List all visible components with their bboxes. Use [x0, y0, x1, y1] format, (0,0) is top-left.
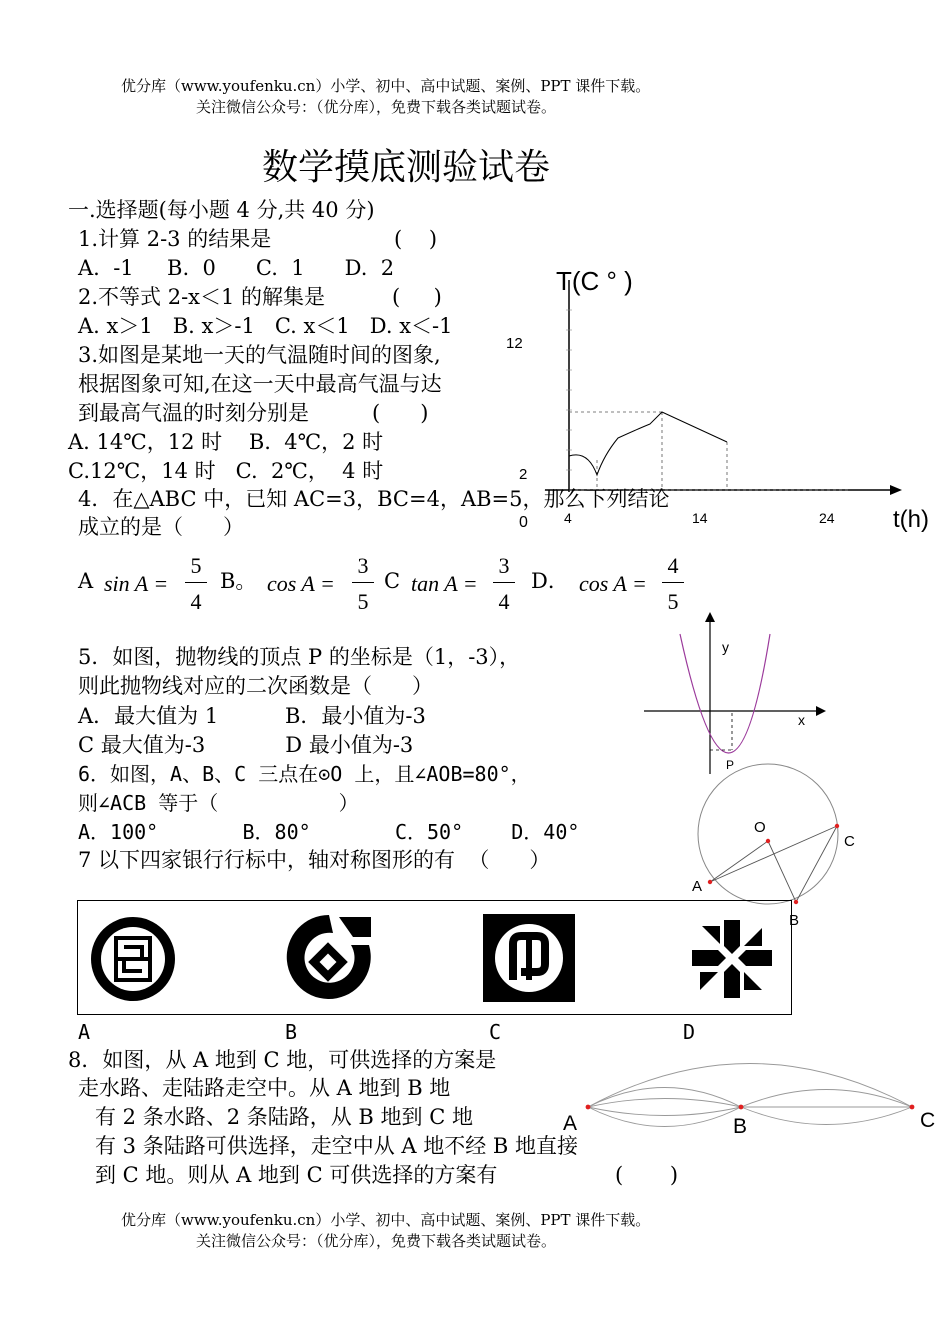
label-o: O: [754, 819, 766, 836]
q3-line-3: 到最高气温的时刻分别是: [78, 401, 309, 425]
route-graph: [560, 1050, 945, 1145]
q4-line-1: 4．在△ABC 中，已知 AC=3，BC=4，AB=5，那么下列结论: [78, 487, 670, 511]
page-title: 数学摸底测验试卷: [262, 147, 551, 188]
fraction-bar: [493, 582, 515, 583]
fraction-bar: [185, 582, 207, 583]
q7-caption-c: C: [489, 1020, 502, 1044]
q3-line-1: 3.如图是某地一天的气温随时间的图象,: [78, 343, 441, 367]
q2-stem: 2.不等式 2-x＜1 的解集是: [78, 285, 326, 309]
q4-option-a-label: A: [78, 569, 94, 593]
label-b: B: [789, 912, 800, 929]
label-c: C: [844, 833, 855, 850]
fraction-denominator: 5: [667, 589, 679, 614]
q1-answer-paren: ( ): [394, 227, 438, 251]
point-b: [794, 900, 798, 904]
temp-x-label: t(h): [893, 506, 929, 533]
fraction-bar: [662, 582, 684, 583]
q8-line-2: 走水路、走陆路走空中。从 A 地到 B 地: [78, 1076, 451, 1100]
q3-options-ab: A. 14℃，12 时 B. 4℃，2 时: [68, 430, 384, 454]
fraction-bar: [352, 582, 374, 583]
parabola-x-label: x: [798, 712, 805, 728]
footer-line-1: 优分库（www.youfenku.cn）小学、初中、高中试题、案例、PPT 课件下载。: [121, 1211, 651, 1229]
point-a: [708, 880, 712, 884]
temp-x-tick-24: 24: [819, 510, 835, 526]
q4-option-b-func: cos A =: [267, 571, 335, 596]
q4-option-b-label: B。: [220, 569, 257, 593]
temp-origin-label: 0: [519, 514, 528, 531]
bank-logo-icbc-icon: [88, 914, 178, 1004]
route-point-a: [586, 1105, 591, 1110]
q1-stem: 1.计算 2-3 的结果是: [78, 227, 272, 251]
q4-line-2: 成立的是（ ）: [78, 515, 245, 539]
q2-options: A. x＞1 B. x＞-1 C. x＜1 D. x＜-1: [78, 314, 453, 338]
fraction-numerator: 4: [667, 553, 679, 578]
q4-option-c-func: tan A =: [411, 571, 478, 596]
q4-option-c-label: C: [384, 569, 401, 593]
bank-logo-ccb-icon: [283, 911, 375, 1003]
q6-line-2: 则∠ACB 等于（ ）: [78, 791, 359, 815]
fraction-numerator: 3: [357, 553, 369, 578]
q4-option-d-label: D．: [531, 569, 569, 593]
temp-x-tick-4: 4: [564, 510, 572, 526]
route-point-c: [910, 1105, 915, 1110]
q8-answer-paren: ( ): [615, 1163, 679, 1187]
q8-line-1: 8．如图，从 A 地到 C 地，可供选择的方案是: [68, 1048, 497, 1072]
temp-y-tick-2: 2: [519, 466, 528, 483]
q5-line-1: 5．如图，抛物线的顶点 P 的坐标是（1，-3），: [78, 645, 521, 669]
bank-logo-boc-icon: [688, 916, 776, 1001]
q6-options: A．100° B．80° C．50° D．40°: [78, 820, 580, 844]
air-route: [588, 1064, 912, 1108]
footer-line-2: 关注微信公众号：（优分库），免费下载各类试题试卷。: [196, 1232, 557, 1250]
parabola-y-label: y: [722, 639, 729, 655]
temp-y-label: T(C ° ): [556, 266, 633, 296]
q8-line-4: 有 3 条陆路可供选择，走空中从 A 地不经 B 地直接: [95, 1134, 579, 1158]
fraction-denominator: 5: [357, 589, 369, 614]
q5-options-cd: C 最大值为-3 D 最小值为-3: [78, 733, 414, 757]
parabola-vertex-label: P: [726, 758, 735, 772]
point-c: [835, 824, 839, 828]
q5-line-2: 则此抛物线对应的二次函数是（ ）: [78, 674, 434, 698]
q3-options-cd: C.12℃，14 时 C. 2℃， 4 时: [68, 459, 384, 483]
route-point-b: [739, 1105, 744, 1110]
q7-stem: 7 以下四家银行行标中，轴对称图形的有 （ ）: [78, 848, 551, 872]
temperature-curve: [569, 412, 727, 475]
bank-logo-cmb-icon: [483, 914, 575, 1002]
circle-o: [698, 764, 838, 904]
q4-option-a-func: sin A =: [104, 571, 169, 596]
header-line-2: 关注微信公众号：（优分库），免费下载各类试题试卷。: [196, 98, 557, 116]
temp-y-tick-12: 12: [506, 335, 523, 352]
q2-answer-paren: ( ): [392, 285, 442, 309]
header-line-1: 优分库（www.youfenku.cn）小学、初中、高中试题、案例、PPT 课件下载。: [121, 77, 651, 95]
q1-options: A. -1 B. 0 C. 1 D. 2: [78, 256, 395, 280]
q8-line-3: 有 2 条水路、2 条陆路，从 B 地到 C 地: [95, 1105, 473, 1129]
route-label-a: A: [563, 1112, 578, 1135]
fraction-numerator: 3: [498, 553, 510, 578]
fraction-denominator: 4: [498, 589, 510, 614]
center-point-o: [766, 839, 770, 843]
q6-line-1: 6．如图，A、B、C 三点在⊙O 上，且∠AOB=80°，: [78, 762, 531, 786]
label-a: A: [692, 878, 703, 895]
section-heading: 一.选择题(每小题 4 分,共 40 分): [68, 198, 375, 222]
fraction-denominator: 4: [190, 589, 202, 614]
q7-caption-b: B: [285, 1020, 298, 1044]
temp-x-tick-14: 14: [692, 510, 708, 526]
route-label-b: B: [733, 1115, 748, 1138]
route-label-c: C: [920, 1109, 936, 1132]
bank-logos-box: [77, 900, 792, 1015]
q7-caption-a: A: [78, 1020, 91, 1044]
q4-option-d-func: cos A =: [579, 571, 647, 596]
q3-answer-paren: ( ): [372, 401, 429, 425]
q3-line-2: 根据图象可知,在这一天中最高气温与达: [78, 372, 442, 396]
q5-options-ab: A．最大值为 1 B．最小值为-3: [78, 704, 426, 728]
parabola-graph: [640, 612, 830, 782]
q8-line-5: 到 C 地。则从 A 地到 C 可供选择的方案有: [95, 1163, 498, 1187]
q7-caption-d: D: [683, 1020, 696, 1044]
fraction-numerator: 5: [190, 553, 202, 578]
